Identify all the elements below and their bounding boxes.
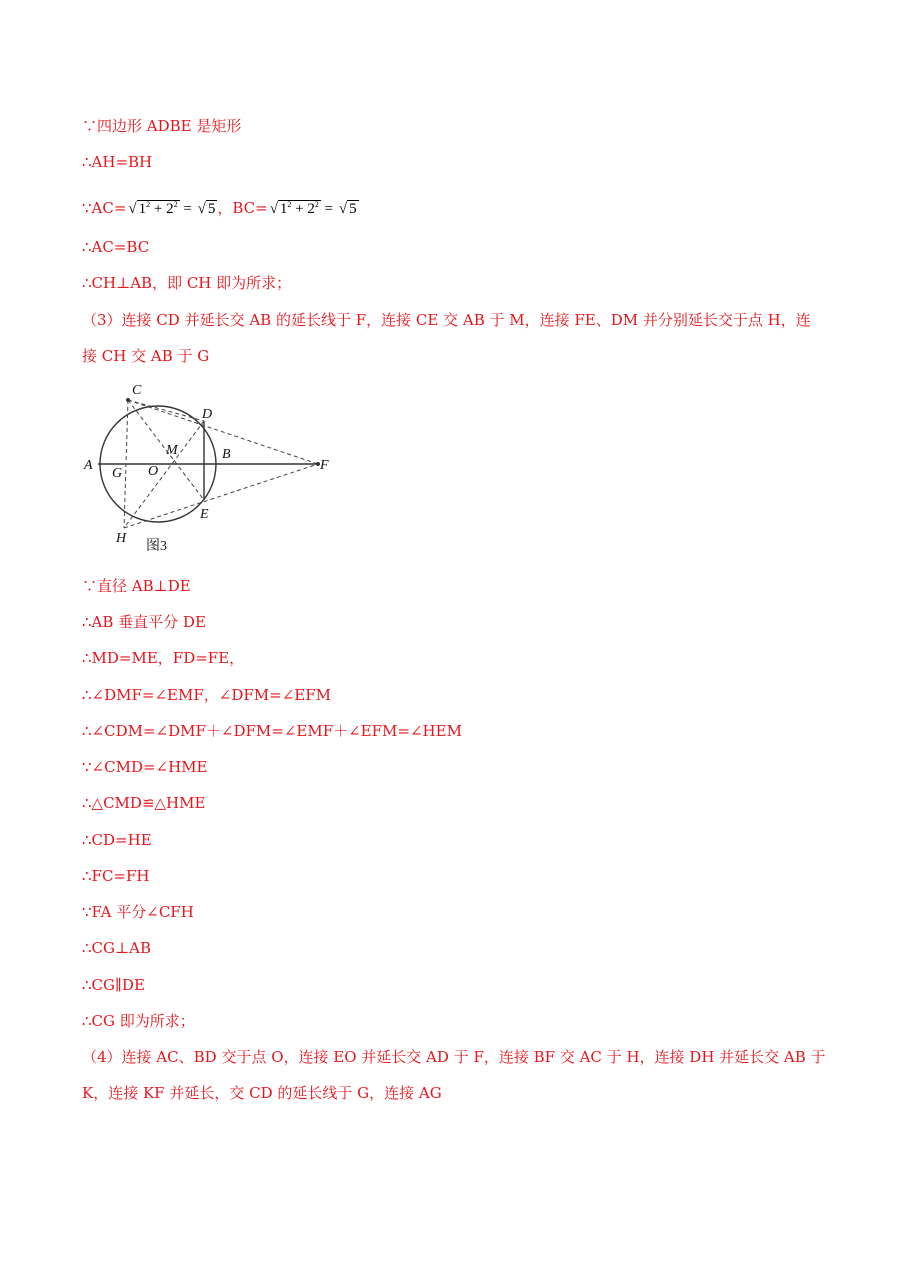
line-1: ∵四边形 ADBE 是矩形 [82, 117, 242, 135]
line-14: ∴△CMD≌△HME [82, 794, 206, 812]
line-3-part-b: ，BC= [217, 199, 268, 217]
label-f: F [320, 458, 329, 473]
line-21: （4）连接 AC、BD 交于点 O，连接 EO 并延长交 AD 于 F，连接 BF 交 AC 于 H，连接 DH 并延长交 AB 于 [82, 1048, 826, 1066]
label-h: H [116, 531, 127, 546]
label-d: D [202, 407, 213, 422]
formula-ac: √ $1^2 + 2^2$ = √ 5 [128, 200, 216, 217]
line-5: ∴CH⊥AB，即 CH 即为所求； [82, 274, 292, 292]
geometry-figure [80, 378, 350, 558]
point-c [126, 398, 130, 402]
radical-sign: √ [128, 201, 137, 217]
line-17: ∵FA 平分∠CFH [82, 903, 194, 921]
line-7: 接 CH 交 AB 于 G [82, 347, 210, 365]
line-6: （3）连接 CD 并延长交 AB 的延长线于 F，连接 CE 交 AB 于 M，连接 FE、DM 并分别延长交于点 H，连 [82, 311, 811, 329]
label-b: B [222, 447, 231, 462]
line-8: ∵直径 AB⊥DE [82, 577, 191, 595]
line-19: ∴CG∥DE [82, 976, 145, 994]
line-10: ∴MD=ME，FD=FE， [82, 649, 245, 667]
line-dh [124, 421, 204, 528]
line-9: ∴AB 垂直平分 DE [82, 613, 206, 631]
line-3-part-a: ∵AC= [82, 199, 127, 217]
line-4: ∴AC=BC [82, 238, 150, 256]
figure-caption: 图3 [146, 539, 167, 554]
line-15: ∴CD=HE [82, 831, 152, 849]
line-12: ∴∠CDM=∠DMF＋∠DFM=∠EMF＋∠EFM=∠HEM [82, 722, 462, 740]
figure-svg [80, 378, 350, 558]
formula-bc: √ $1^2 + 2^2$ = √ 5 [269, 200, 357, 217]
line-16: ∴FC=FH [82, 867, 150, 885]
line-3 [82, 194, 359, 220]
label-c: C [132, 383, 142, 398]
label-a: A [84, 458, 93, 473]
line-11: ∴∠DMF=∠EMF，∠DFM=∠EFM [82, 686, 331, 704]
label-e: E [200, 507, 209, 522]
line-18: ∴CG⊥AB [82, 939, 151, 957]
line-13: ∵∠CMD=∠HME [82, 758, 208, 776]
label-m: M [166, 443, 178, 458]
line-20: ∴CG 即为所求； [82, 1012, 195, 1030]
label-g: G [112, 466, 123, 481]
label-o: O [148, 464, 159, 479]
line-2: ∴AH=BH [82, 153, 153, 171]
line-22: K，连接 KF 并延长，交 CD 的延长线于 G，连接 AG [82, 1084, 442, 1102]
